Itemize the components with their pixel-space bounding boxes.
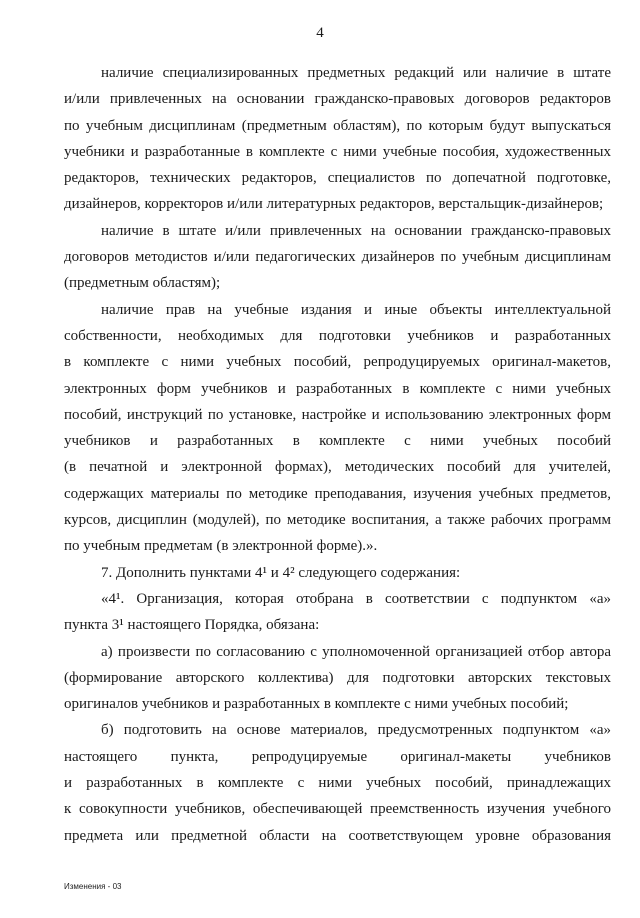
text-line: а) произвести по согласованию с уполномоченной организацией отбор автора	[101, 643, 611, 660]
text-line: к совокупности учебников, обеспечивающей преемственность изучения учебного	[64, 801, 611, 818]
text-line: 7. Дополнить пунктами 4¹ и 4² следующего содержания:	[101, 564, 461, 581]
text-line: (в печатной и электронной формах), методических пособий для учителей,	[64, 459, 611, 476]
page-number: 4	[316, 25, 324, 41]
text-line: настоящего пункта, репродуцируемые оригинал-макеты учебников	[64, 748, 611, 765]
text-line: дизайнеров, корректоров и/или литературных редакторов, верстальщик-дизайнеров;	[64, 196, 604, 213]
text-line: (предметным областям);	[64, 275, 221, 292]
text-line: наличие прав на учебные издания и иные объекты интеллектуальной	[101, 301, 611, 318]
footer-note: Изменения - 03	[64, 882, 122, 891]
document-body	[64, 60, 611, 849]
text-line: в комплекте с ними учебных пособий, репродуцируемых оригинал-макетов,	[64, 354, 611, 371]
text-line: «4¹. Организация, которая отобрана в соответствии с подпунктом «а»	[101, 590, 611, 607]
text-line: учебников и разработанных в комплекте с ними учебных пособий	[64, 433, 611, 450]
text-line: наличие специализированных предметных редакций или наличие в штате	[101, 65, 611, 81]
text-line: электронных форм учебников и разработанных в комплекте с ними учебных	[64, 380, 611, 397]
text-line: наличие в штате и/или привлеченных на основании гражданско-правовых	[101, 222, 611, 239]
text-line: и/или привлеченных на основании гражданско-правовых договоров редакторов	[64, 91, 611, 108]
text-line: договоров методистов и/или педагогических дизайнеров по учебным дисциплинам	[64, 249, 611, 266]
text-line: предмета или предметной области на соответствующем уровне образования	[64, 827, 611, 844]
text-line: содержащих материалы по методике преподавания, изучения учебных предметов,	[64, 485, 611, 502]
text-line: учебники и разработанные в комплекте с ними учебные пособия, художественных	[64, 143, 611, 160]
text-line: пункта 3¹ настоящего Порядка, обязана:	[64, 617, 320, 634]
text-line: курсов, дисциплин (модулей), по методике воспитания, а также рабочих программ	[64, 512, 611, 529]
text-line: пособий, инструкций по установке, настройке и использованию электронных форм	[64, 406, 611, 423]
text-line: и разработанных в комплекте с ними учебных пособий, принадлежащих	[64, 775, 611, 792]
text-line: собственности, необходимых для подготовки учебников и разработанных	[64, 327, 611, 344]
text-line: по учебным дисциплинам (предметным областям), по которым будут выпускаться	[64, 117, 611, 134]
text-line: оригиналов учебников и разработанных в комплекте с ними учебных пособий;	[64, 696, 569, 713]
text-line: редакторов, технических редакторов, специалистов по допечатной подготовке,	[64, 170, 611, 187]
text-line: (формирование авторского коллектива) для подготовки авторских текстовых	[64, 669, 611, 686]
text-line: по учебным предметам (в электронной форме).».	[64, 538, 378, 555]
text-line: б) подготовить на основе материалов, предусмотренных подпунктом «а»	[101, 722, 611, 739]
